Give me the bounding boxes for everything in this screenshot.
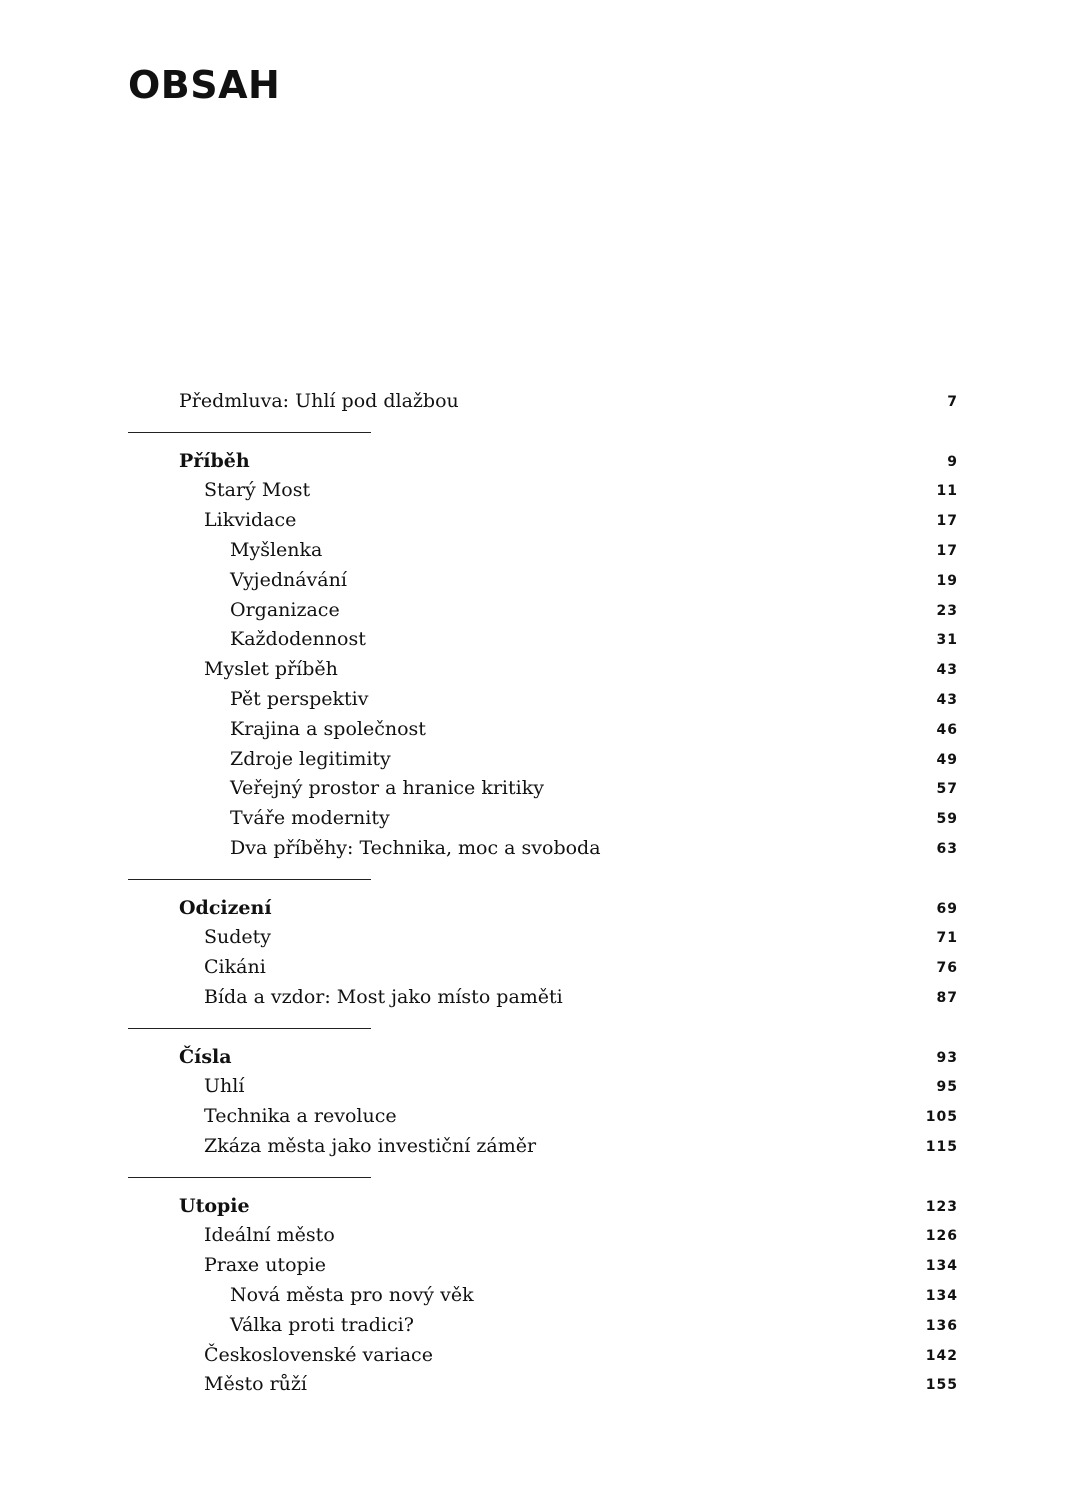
toc-part-heading[interactable] (0, 893, 1066, 923)
toc-page-number: 46 (936, 721, 958, 738)
toc-entry[interactable] (0, 1369, 1066, 1399)
toc-page-number: 71 (936, 930, 958, 947)
toc-entry-label: Vyjednávání (230, 568, 347, 591)
toc-entry-label: Utopie (179, 1194, 250, 1217)
toc-part-heading[interactable] (0, 1191, 1066, 1221)
toc-entry-label: Bída a vzdor: Most jako místo paměti (204, 985, 563, 1008)
toc-entry-label: Zdroje legitimity (230, 747, 391, 770)
toc-page-number: 115 (925, 1138, 958, 1155)
toc-entry-label: Československé variace (204, 1343, 433, 1366)
section-divider (0, 863, 1066, 893)
toc-entry-label: Veřejný prostor a hranice kritiky (230, 777, 544, 800)
toc-subentry[interactable] (0, 684, 1066, 714)
toc-subentry[interactable] (0, 714, 1066, 744)
toc-entry-label: Předmluva: Uhlí pod dlažbou (179, 390, 459, 412)
toc-entry[interactable] (0, 505, 1066, 535)
toc-entry-label: Válka proti tradici? (230, 1313, 414, 1336)
toc-entry[interactable] (0, 1340, 1066, 1370)
toc-entry-label: Myslet příběh (204, 658, 338, 681)
toc-page-number: 19 (936, 572, 958, 589)
toc-entry-label: Likvidace (204, 509, 297, 532)
toc-entry-label: Čísla (179, 1045, 232, 1068)
toc-entry-label: Nová města pro nový věk (230, 1283, 474, 1306)
toc-subentry[interactable] (0, 803, 1066, 833)
toc-page-number: 136 (925, 1317, 958, 1334)
toc-entry[interactable] (0, 952, 1066, 982)
toc-entry[interactable] (0, 1071, 1066, 1101)
toc-page-number: 17 (936, 542, 958, 559)
toc-entry-label: Město růží (204, 1373, 307, 1396)
toc-entry-label: Dva příběhy: Technika, moc a svoboda (230, 836, 601, 859)
toc-entry[interactable] (0, 1250, 1066, 1280)
toc-page-number: 69 (936, 900, 958, 917)
toc-subentry[interactable] (0, 773, 1066, 803)
toc-page-number: 57 (936, 781, 958, 798)
toc-entry-label: Odcizení (179, 896, 272, 919)
toc-page-number: 11 (936, 483, 958, 500)
toc-subentry[interactable] (0, 1310, 1066, 1340)
toc-subentry[interactable] (0, 833, 1066, 863)
toc-entry[interactable] (0, 922, 1066, 952)
toc-entry-label: Ideální město (204, 1224, 335, 1247)
toc-part-heading[interactable] (0, 446, 1066, 476)
toc-page-number: 126 (925, 1228, 958, 1245)
toc-entry-label: Tváře modernity (230, 807, 390, 830)
toc-subentry[interactable] (0, 624, 1066, 654)
toc-entry-preface[interactable] (0, 386, 1066, 416)
toc-subentry[interactable] (0, 595, 1066, 625)
toc-entry-label: Pět perspektiv (230, 687, 369, 710)
toc-page-number: 93 (936, 1049, 958, 1066)
toc-subentry[interactable] (0, 565, 1066, 595)
toc-page-number: 31 (936, 632, 958, 649)
toc-entry-label: Technika a revoluce (204, 1105, 397, 1128)
toc-page-number: 155 (925, 1377, 958, 1394)
toc-entry-label: Uhlí (204, 1075, 245, 1098)
toc-page-number: 59 (936, 811, 958, 828)
toc-page-number: 49 (936, 751, 958, 768)
toc-subentry[interactable] (0, 1280, 1066, 1310)
toc-page-number: 123 (925, 1198, 958, 1215)
toc-page-number: 134 (925, 1258, 958, 1275)
toc-page-number: 7 (947, 394, 958, 410)
toc-entry-label: Organizace (230, 598, 340, 621)
toc-page-number: 23 (936, 602, 958, 619)
toc-subentry[interactable] (0, 744, 1066, 774)
section-divider (0, 1161, 1066, 1191)
toc-entry[interactable] (0, 654, 1066, 684)
toc-page-number: 17 (936, 513, 958, 530)
toc-page-number: 43 (936, 691, 958, 708)
table-of-contents (0, 386, 1066, 1399)
section-divider (0, 1012, 1066, 1042)
toc-page-number: 9 (947, 453, 958, 470)
toc-entry[interactable] (0, 982, 1066, 1012)
toc-page-number: 105 (925, 1109, 958, 1126)
section-divider (0, 416, 1066, 446)
toc-page-number: 43 (936, 662, 958, 679)
toc-page-number: 63 (936, 840, 958, 857)
toc-entry[interactable] (0, 1101, 1066, 1131)
toc-entry[interactable] (0, 1220, 1066, 1250)
toc-entry-label: Zkáza města jako investiční záměr (204, 1134, 537, 1157)
toc-entry-label: Každodennost (230, 628, 366, 651)
toc-entry[interactable] (0, 1131, 1066, 1161)
toc-page-number: 95 (936, 1079, 958, 1096)
toc-entry[interactable] (0, 475, 1066, 505)
page-title: OBSAH (128, 63, 281, 107)
toc-entry-label: Myšlenka (230, 538, 323, 561)
toc-subentry[interactable] (0, 535, 1066, 565)
toc-part-heading[interactable] (0, 1042, 1066, 1072)
toc-entry-label: Sudety (204, 926, 272, 949)
toc-entry-label: Starý Most (204, 479, 311, 502)
toc-entry-label: Cikáni (204, 956, 266, 979)
toc-page-number: 134 (925, 1287, 958, 1304)
toc-page-number: 76 (936, 960, 958, 977)
toc-page-number: 87 (936, 989, 958, 1006)
toc-entry-label: Krajina a společnost (230, 717, 426, 740)
toc-entry-label: Příběh (179, 449, 250, 472)
toc-page-number: 142 (925, 1347, 958, 1364)
toc-entry-label: Praxe utopie (204, 1254, 326, 1277)
